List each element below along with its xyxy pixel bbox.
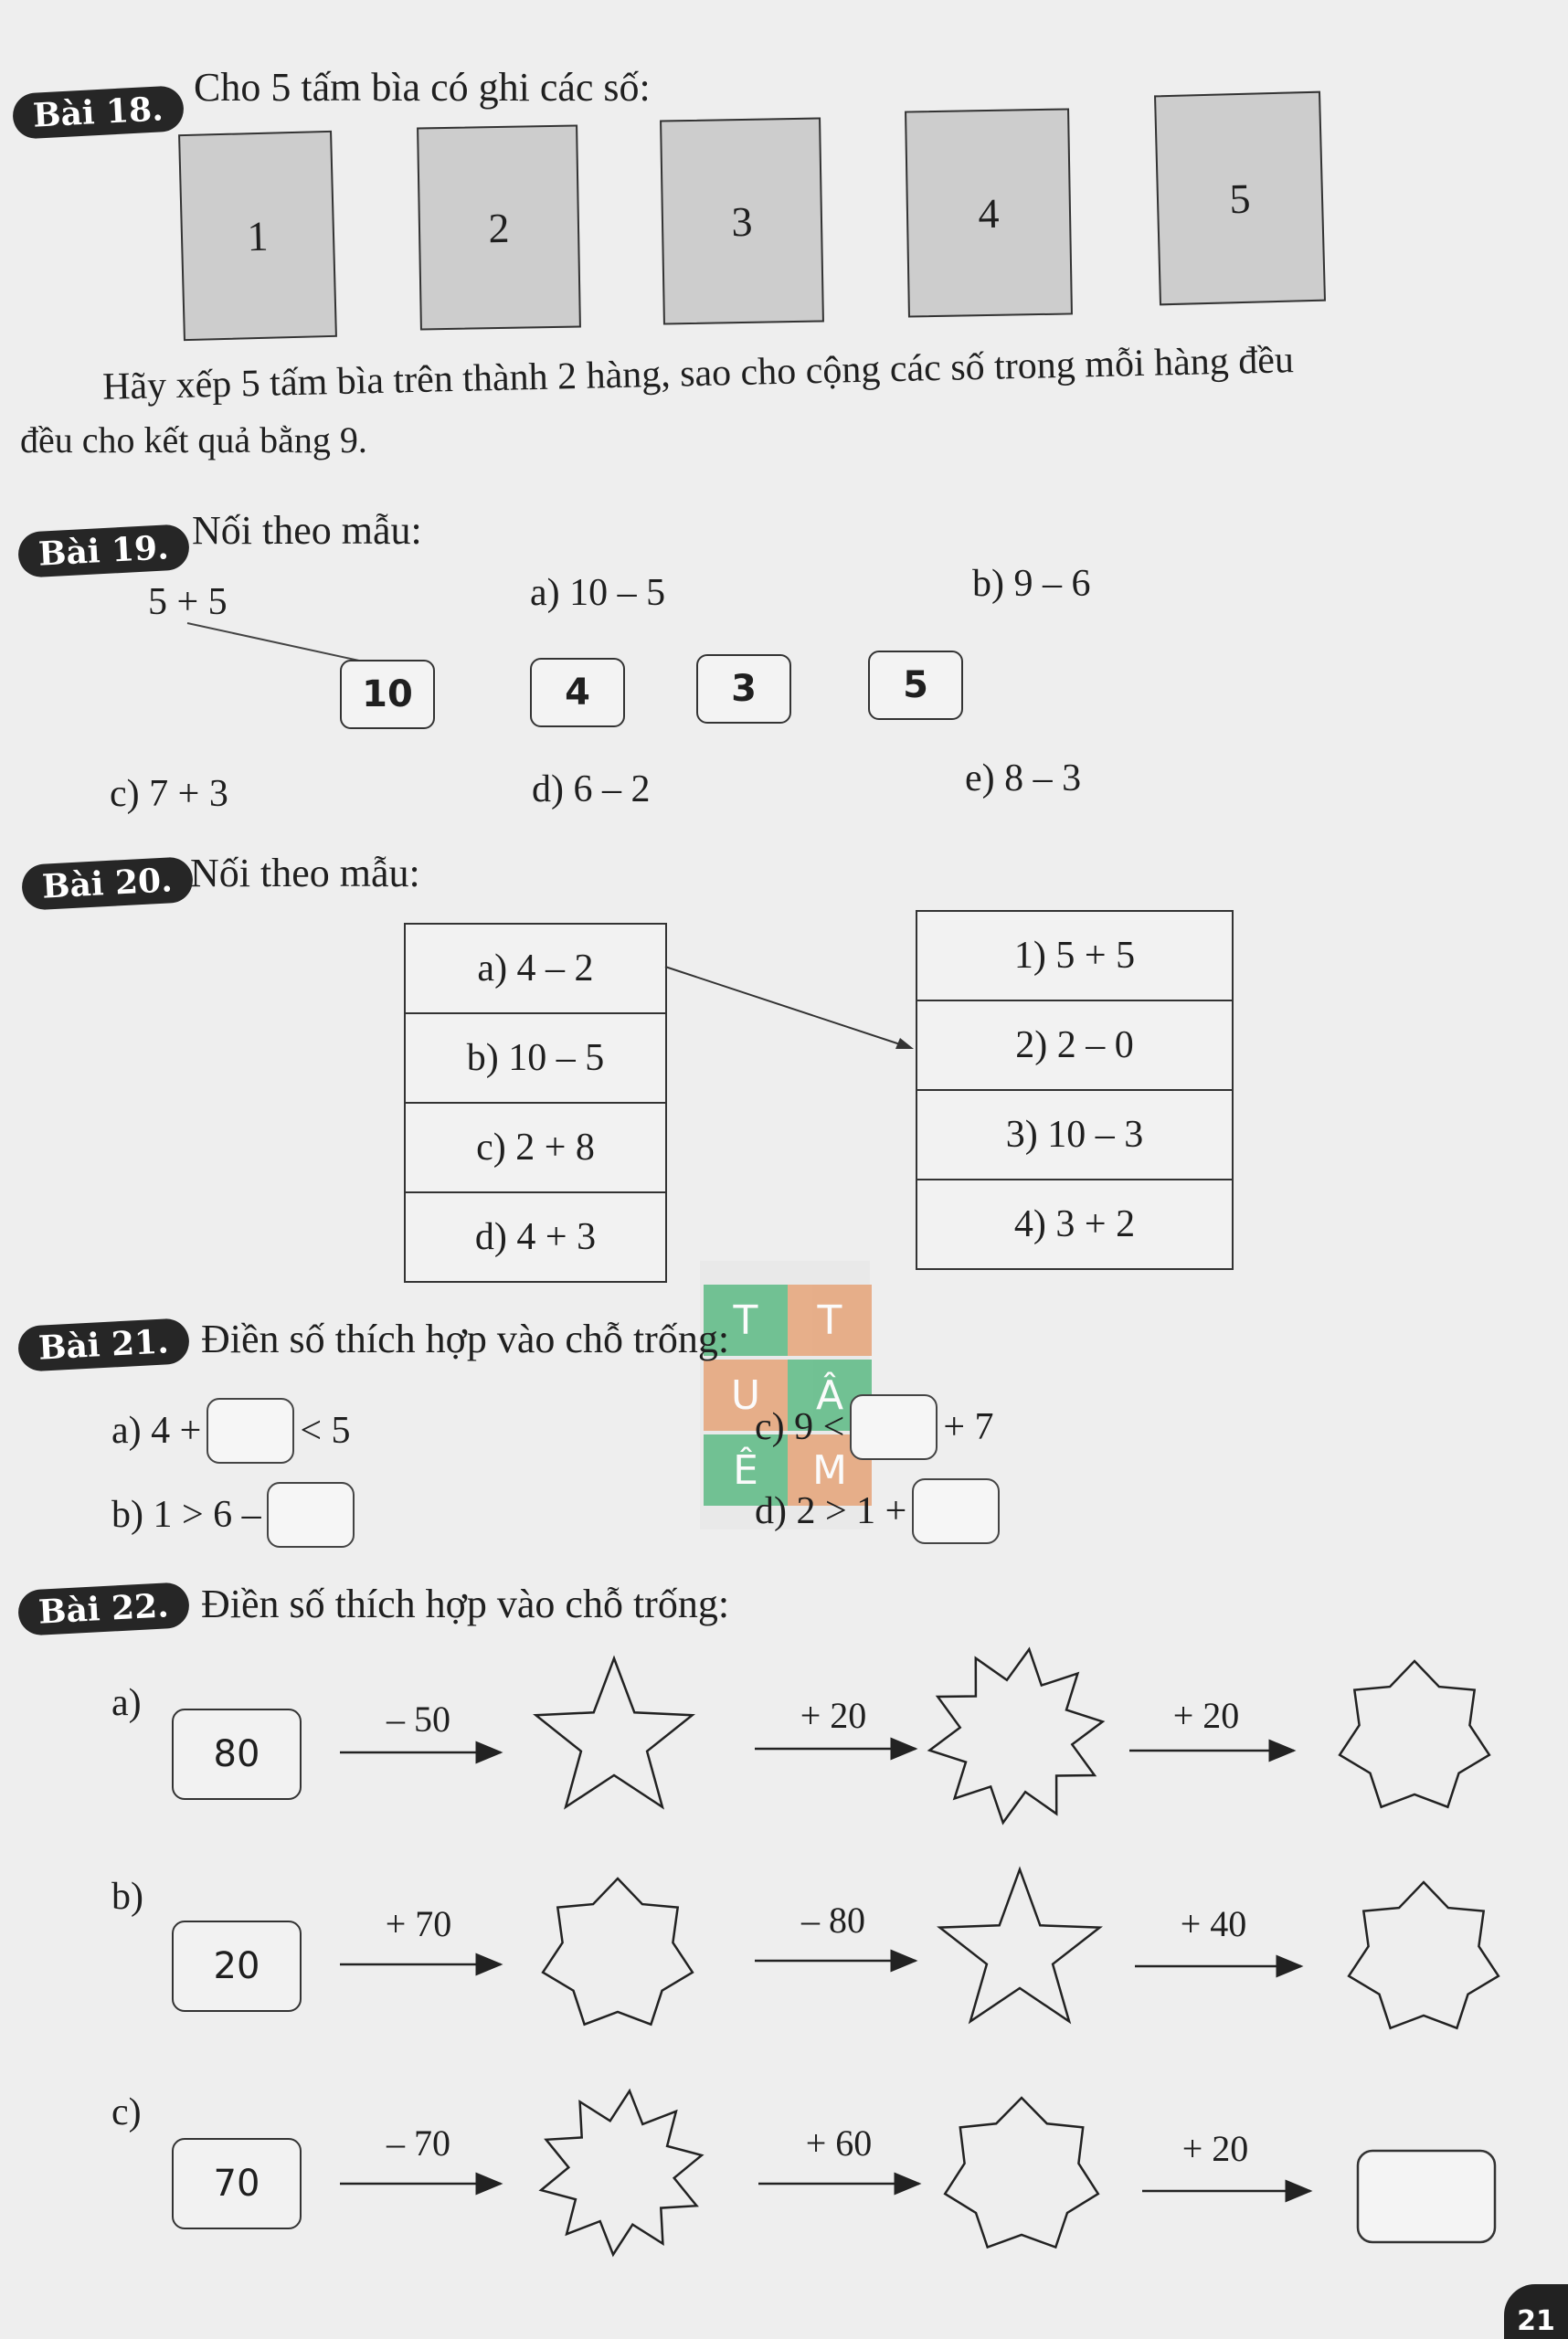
exercise-21-title: Điền số thích hợp vào chỗ trống: [201,1317,730,1361]
number-card-3: 3 [660,117,824,324]
expression-b: b) 9 – 6 [972,563,1091,605]
exercise-20-title: Nối theo mẫu: [190,851,420,895]
exercise-19-badge: Bài 19. [17,524,190,578]
right-cell-4: 4) 3 + 2 [916,1180,1233,1269]
watermark-tile: T [704,1285,788,1356]
operation-label: – 50 [387,1699,450,1740]
answer-star-7pt[interactable] [1340,1661,1489,1807]
chain-start-box-b: 20 [172,1921,302,2012]
answer-star-7pt[interactable] [945,2098,1098,2248]
operation-label: + 70 [385,1903,452,1944]
operation-label: – 80 [801,1900,865,1941]
exercise-19-title: Nối theo mẫu: [192,508,422,553]
chain-row-label-a: a) [111,1682,142,1724]
exercise-22-title: Điền số thích hợp vào chỗ trống: [201,1582,730,1626]
fill-c-suffix: + 7 [943,1406,994,1448]
answer-box-4: 4 [530,658,625,727]
number-card-2: 2 [417,124,581,330]
answer-star-7pt[interactable] [1349,1882,1499,2028]
operation-label: – 70 [387,2122,450,2164]
exercise-20-badge: Bài 20. [21,856,194,911]
expression-e: e) 8 – 3 [965,757,1082,799]
expression-a: a) 10 – 5 [530,572,666,614]
answer-box-5: 5 [868,651,963,720]
left-cell-b: b) 10 – 5 [405,1013,666,1103]
sample-expression: 5 + 5 [148,581,228,623]
answer-star-5pt[interactable] [535,1658,692,1807]
number-card-5: 5 [1154,91,1326,306]
expression-c: c) 7 + 3 [110,773,228,815]
operation-label: + 60 [805,2122,873,2164]
right-cell-1: 1) 5 + 5 [916,911,1233,1000]
number-card-4: 4 [905,108,1073,317]
exercise-22-badge: Bài 22. [17,1582,190,1636]
answer-box-10: 10 [340,660,435,729]
exercise-18-instruction-line1: Hãy xếp 5 tấm bìa trên thành 2 hàng, sao cho cộng các số trong mỗi hàng đều [101,339,1295,408]
operation-label: + 20 [1181,2128,1249,2169]
watermark-tile: T [788,1285,872,1356]
exercise-21-badge: Bài 21. [17,1318,190,1372]
exercise-18-badge: Bài 18. [12,85,185,140]
left-cell-d: d) 4 + 3 [405,1192,666,1282]
watermark-tile: U [704,1360,788,1431]
right-cell-3: 3) 10 – 3 [916,1090,1233,1180]
answer-star-10pt[interactable] [929,1649,1102,1823]
chain-row-label-c: c) [111,2091,142,2133]
watermark-tile: Ê [704,1434,788,1506]
fill-a-suffix: < 5 [300,1410,351,1452]
left-cell-a: a) 4 – 2 [405,924,666,1013]
expression-d: d) 6 – 2 [532,768,651,810]
watermark-tile: Â [788,1360,872,1431]
exercise-18-instruction-line2: đều cho kết quả bằng 9. [20,419,367,460]
answer-star-5pt[interactable] [940,1869,1100,2021]
operation-label: + 20 [1172,1695,1240,1736]
fill-b-prefix: b) 1 > 6 – [111,1494,261,1536]
exercise-18-title: Cho 5 tấm bìa có ghi các số: [194,65,651,110]
operation-label: + 20 [800,1695,867,1736]
fill-c-prefix: c) 9 < [755,1406,845,1448]
answer-box-3: 3 [696,654,791,724]
number-card-1: 1 [178,131,337,341]
left-cell-c: c) 2 + 8 [405,1103,666,1192]
chain-start-box-a: 80 [172,1709,302,1800]
answer-star-10pt[interactable] [541,2090,702,2254]
fill-a-prefix: a) 4 + [111,1410,202,1452]
answer-blank-box [1358,2151,1495,2242]
operation-label: + 40 [1180,1903,1247,1944]
watermark-tile: M [788,1434,872,1506]
right-cell-2: 2) 2 – 0 [916,1000,1233,1090]
fill-d-prefix: d) 2 > 1 + [755,1490,907,1532]
page-number: 21 [1504,2284,1568,2339]
answer-star-7pt[interactable] [543,1879,693,2025]
chain-row-label-b: b) [111,1876,143,1918]
chain-start-box-c: 70 [172,2138,302,2229]
